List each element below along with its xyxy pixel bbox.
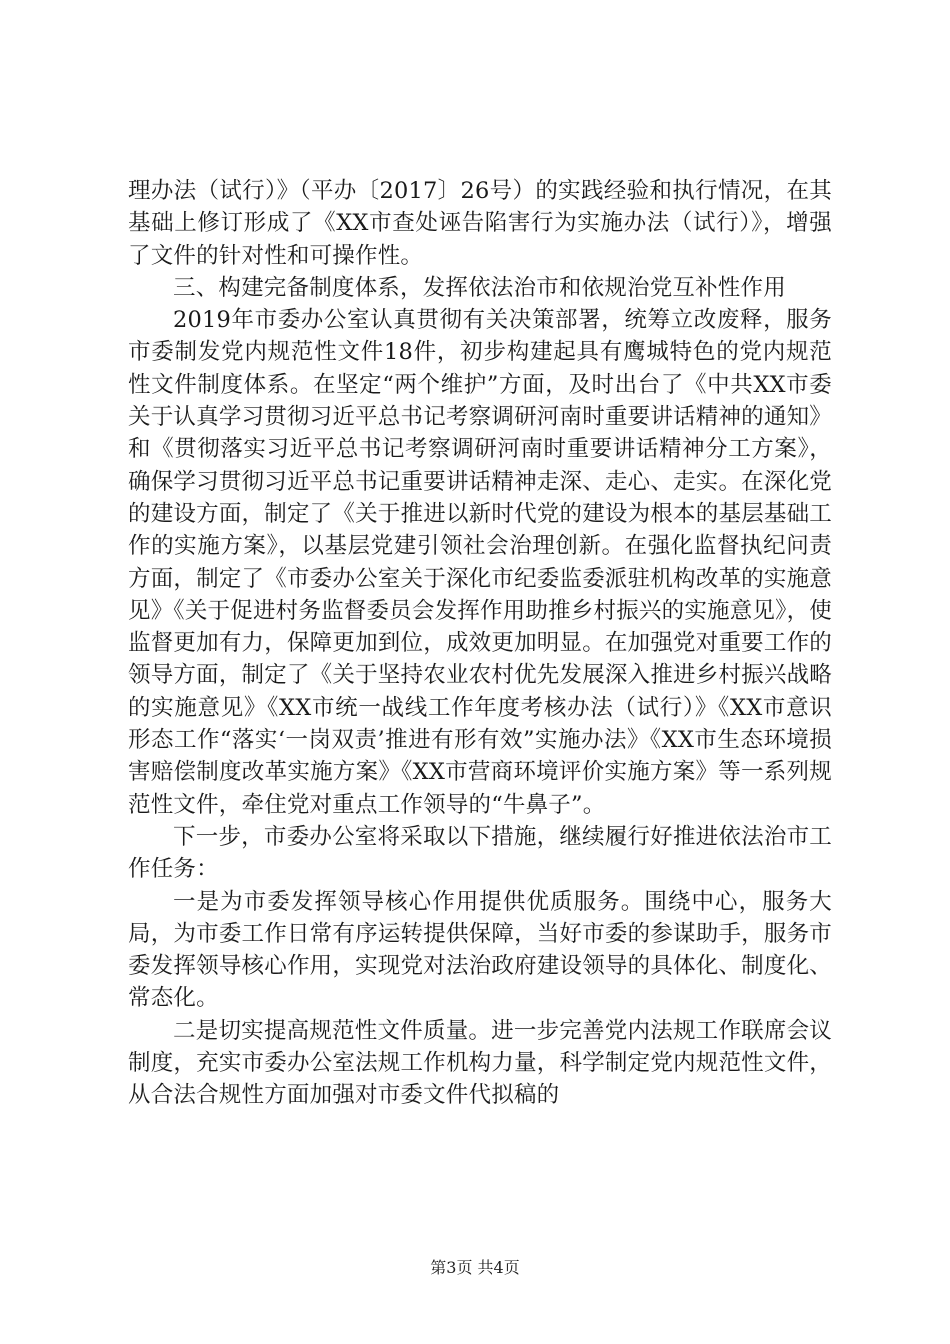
paragraph-next-steps: 下一步，市委办公室将采取以下措施，继续履行好推进依法治市工作任务： xyxy=(128,823,832,883)
paragraph-continuation: 理办法（试行）》（平办〔2017〕26号）的实践经验和执行情况，在其基础上修订形成了《XX市查处诬告陷害行为实施办法（试行）》，增强了文件的针对性和可操作性。 xyxy=(128,178,832,269)
section-heading-3: 三、构建完备制度体系，发挥依法治市和依规治党互补性作用 xyxy=(173,274,786,301)
paragraph-measure-2: 二是切实提高规范性文件质量。进一步完善党内法规工作联席会议制度，充实市委办公室法规工作机构力量，科学制定党内规范性文件，从合法合规性方面加强对市委文件代拟稿的 xyxy=(128,1017,832,1109)
paragraph-2019-work: 2019年市委办公室认真贯彻有关决策部署，统筹立改废释，服务市委制发党内规范性文件18件，初步构建起具有鹰城特色的党内规范性文件制度体系。在坚定“两个维护”方面，及时出台了《中共XX市委关于认真学习贯彻习近平总书记考察调研河南时重要讲话精神的通知》和《贯彻落实习近平总书记考察调研河南时重要讲话精神分工方案》，确保学习贯彻习近平总书记重要讲话精神走深、走心、走实。在深化党的建设方面，制定了《关于推进以新时代党的建设为根本的基层基础工作的实施方案》，以基层党建引领社会治理创新。在强化监督执纪问责方面，制定了《市委办公室关于深化市纪委监委派驻机构改革的实施意见》《关于促进村务监督委员会发挥作用助推乡村振兴的实施意见》，使监督更加有力，保障更加到位，成效更加明显。在加强党对重要工作的领导方面，制定了《关于坚持农业农村优先发展深入推进乡村振兴战略的实施意见》《XX市统一战线工作年度考核办法（试行）》《XX市意识形态工作“落实‘一岗双责’推进有形有效”实施办法》《XX市生态环境损害赔偿制度改革实施方案》《XX市营商环境评价实施方案》等一系列规范性文件，牵住党对重点工作领导的“牛鼻子”。 xyxy=(128,307,832,818)
page-number-footer: 第3页 共4页 xyxy=(430,1258,520,1277)
document-body xyxy=(128,175,832,1112)
paragraph-measure-1: 一是为市委发挥领导核心作用提供优质服务。围绕中心，服务大局，为市委工作日常有序运转提供保障，当好市委的参谋助手，服务市委发挥领导核心作用，实现党对法治政府建设领导的具体化、制度化、常态化。 xyxy=(128,888,832,1012)
